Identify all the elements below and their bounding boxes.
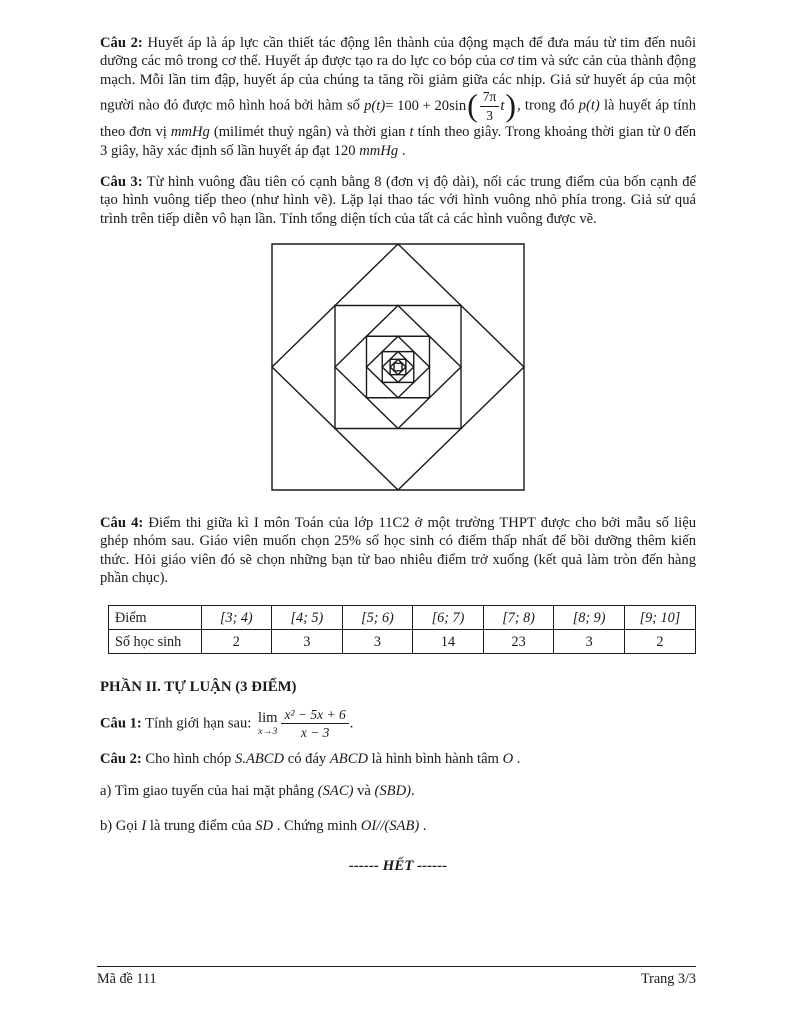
question-text: a) Tìm giao tuyến của hai mặt phẳng — [100, 783, 318, 800]
part2-question-2a — [100, 782, 696, 800]
fraction-7pi-3 — [480, 89, 500, 123]
math-inline: S.ABCD — [235, 750, 285, 767]
question-3-nested-squares — [100, 173, 696, 228]
question-text: . — [513, 750, 521, 767]
count-cell: 3 — [342, 630, 413, 654]
math-inline: (SAC) — [317, 783, 354, 800]
page-number: Trang 3/3 — [640, 971, 696, 987]
formula-mid: = 100 + 20sin — [385, 98, 467, 115]
interval-cell: [8; 9) — [554, 606, 625, 630]
formula-p-t — [364, 86, 517, 123]
question-text: . — [398, 142, 406, 159]
table-header-so-hoc-sinh: Số học sinh — [109, 630, 202, 654]
limit-operator — [258, 711, 277, 736]
open-paren: ( — [467, 86, 478, 123]
part2-heading: PHẦN II. TỰ LUẬN (3 ĐIỂM) — [100, 679, 297, 696]
fraction-denominator: 3 — [486, 107, 493, 123]
question-text: . — [349, 715, 354, 732]
math-inline: SD — [255, 817, 274, 834]
table-header-diem: Điểm — [109, 606, 202, 630]
question-text: (milimét thuỷ ngân) và thời gian — [209, 124, 410, 141]
count-cell: 3 — [272, 630, 343, 654]
math-inline: mmHg — [359, 142, 399, 159]
math-inline: ABCD — [329, 750, 368, 767]
question-text: là hình bình hành tâm — [367, 750, 503, 767]
fraction-numerator: 7π — [480, 89, 500, 107]
question-text: có đáy — [284, 750, 330, 767]
question-2-blood-pressure — [100, 34, 696, 160]
question-text: , trong đó — [517, 97, 579, 114]
math-inline: t — [409, 124, 414, 141]
exam-code: Mã đề 111 — [97, 971, 157, 987]
count-cell: 14 — [413, 630, 484, 654]
score-frequency-table — [108, 605, 696, 654]
question-text: . — [419, 817, 427, 834]
math-inline: OI//(SAB) — [360, 817, 420, 834]
question-label: Câu 1: — [100, 715, 142, 732]
part2-question-1-limit — [100, 707, 696, 741]
math-inline: mmHg — [170, 124, 210, 141]
table-row-intervals — [109, 606, 696, 630]
interval-cell: [4; 5) — [272, 606, 343, 630]
limit-expression — [255, 707, 350, 741]
fraction-numerator: x² − 5x + 6 — [281, 707, 348, 725]
math-inline: O — [502, 750, 514, 767]
question-text: và — [353, 783, 375, 800]
question-text: b) Gọi — [100, 817, 142, 834]
question-text: tính theo giây. Trong khoảng thời gian từ 0 đến 3 giây, hãy xác định số lần huyết áp đạt 120 — [100, 124, 697, 159]
question-text: Huyết áp là áp lực cần thiết tác động lên thành của động mạch để đưa máu từ tim đến nuôi dưỡng các mô trong cơ thể. Huyết áp được tạo ra do lực co bóp của cơ tim và sức cản của thành động mạch. Mỗi lần tim đập, huyết áp của chúng ta tăng rồi giảm giữa các nhịp. Giả sử huyết áp của một người nào đó được mô hình hoá bởi hàm số — [100, 35, 696, 114]
question-text: Từ hình vuông đầu tiên có cạnh bằng 8 (đơn vị độ dài), nối các trung điểm của bốn cạnh để tạo hình vuông tiếp theo (như hình vẽ). Lặp lại thao tác với hình vuông nhỏ phía trong. Giả sử quá trình trên tiếp diễn vô hạn lần. Tính tổng diện tích của tất cả các hình vuông được vẽ. — [100, 174, 696, 227]
question-text: Cho hình chóp — [141, 750, 236, 767]
table-row-counts — [109, 630, 696, 654]
question-label: Câu 2: — [100, 35, 143, 51]
question-label: Câu 2: — [100, 750, 142, 767]
question-label: Câu 4: — [100, 514, 144, 531]
count-cell: 3 — [554, 630, 625, 654]
formula-variable-t: t — [500, 98, 505, 115]
interval-cell: [7; 8) — [483, 606, 554, 630]
question-text: là huyết áp tính theo đơn vị — [100, 97, 697, 141]
math-inline: I — [141, 817, 147, 834]
question-text: là trung điểm của — [146, 817, 256, 834]
interval-cell: [3; 4) — [201, 606, 272, 630]
question-text: Điểm thi giữa kì I môn Toán của lớp 11C2 ở một trường THPT được cho bởi mẫu số liệu ghép nhóm sau. Giáo viên muốn chọn 25% số học sinh có điểm thấp nhất để bồi dưỡng thêm kiến thức. Hỏi giáo viên đó sẽ chọn những bạn từ bao nhiêu điểm trở xuống (kết quả làm tròn đến hàng phần chục). — [100, 514, 696, 586]
math-inline: p(t) — [578, 97, 600, 114]
question-text: Tính giới hạn sau: — [141, 715, 256, 732]
interval-cell: [9; 10] — [624, 606, 695, 630]
count-cell: 2 — [624, 630, 695, 654]
count-cell: 23 — [483, 630, 554, 654]
question-label: Câu 3: — [100, 174, 143, 191]
part2-question-2-pyramid — [100, 750, 696, 768]
lim-label: lim — [258, 710, 278, 727]
count-cell: 2 — [201, 630, 272, 654]
lim-subscript: x→3 — [258, 725, 278, 737]
close-paren: ) — [505, 86, 517, 123]
end-marker: ------ HẾT ------ — [348, 857, 448, 874]
formula-lhs: p(t) — [364, 98, 386, 115]
fraction-denominator: x − 3 — [300, 725, 330, 741]
page-footer — [97, 966, 696, 988]
question-text: . — [411, 783, 415, 800]
part2-question-2b — [100, 817, 696, 835]
question-text: . Chứng minh — [273, 817, 361, 834]
fraction-limit — [281, 707, 348, 741]
nested-squares-figure — [100, 242, 696, 497]
question-4-statistics — [100, 514, 696, 588]
interval-cell: [5; 6) — [342, 606, 413, 630]
interval-cell: [6; 7) — [413, 606, 484, 630]
math-inline: (SBD) — [374, 783, 411, 800]
